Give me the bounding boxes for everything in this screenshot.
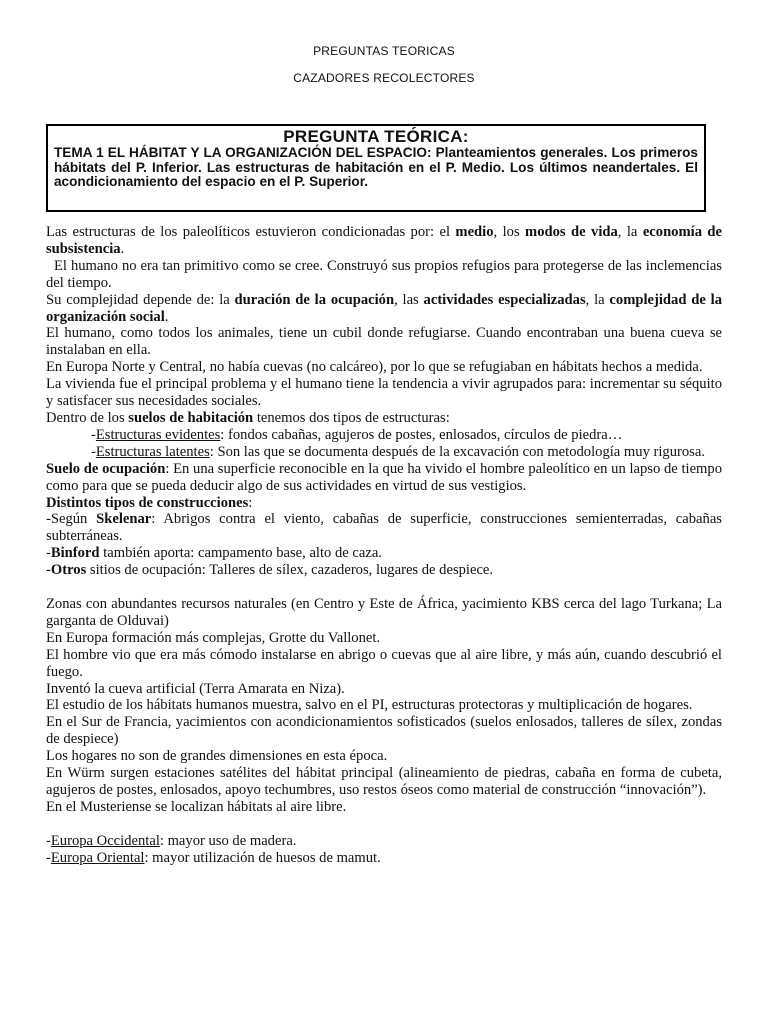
list-item xyxy=(46,511,722,545)
paragraph: En Europa formación más complejas, Grotte du Vallonet. xyxy=(46,629,381,646)
text: , las xyxy=(394,291,424,308)
bold-text: actividades especializadas xyxy=(423,291,586,308)
text: : mayor uso de madera. xyxy=(159,832,297,849)
paragraph: Zonas con abundantes recursos naturales (en Centro y Este de África, yacimiento KBS cerca del lago Turkana; La garganta de Olduvai) xyxy=(46,596,722,629)
header-line-2: CAZADORES RECOLECTORES xyxy=(293,71,475,85)
paragraph: La vivienda fue el principal problema y el humano tiene la tendencia a vivir agrupados para: incrementar su séquito y satisfacer sus necesidades sociales. xyxy=(46,376,722,410)
list-item xyxy=(46,444,722,461)
text: , la xyxy=(617,224,643,240)
bold-text: Suelo de ocupación xyxy=(46,460,166,477)
paragraph: El humano no era tan primitivo como se cree. Construyó sus propios refugios para protegerse de las inclemencias del tiempo. xyxy=(46,257,722,291)
list-item xyxy=(46,850,722,867)
paragraph: Inventó la cueva artificial (Terra Amarata en Niza). xyxy=(46,680,345,697)
text: - xyxy=(91,443,96,460)
bold-text: modos de vida xyxy=(525,224,618,240)
text: también aporta: campamento base, alto de caza. xyxy=(99,545,382,562)
text: - xyxy=(46,562,51,579)
text: sitios de ocupación: Talleres de sílex, cazaderos, lugares de despiece. xyxy=(86,562,494,579)
text: Dentro de los xyxy=(46,409,129,426)
bold-text: Skelenar xyxy=(96,511,152,528)
paragraph: El estudio de los hábitats humanos muestra, salvo en el PI, estructuras protectoras y multiplicación de hogares. xyxy=(46,697,693,714)
underlined-text: Europa Oriental xyxy=(50,849,145,866)
paragraph: El hombre vio que era más cómodo instalarse en abrigo o cuevas que al aire libre, y más aún, cuando descubrió el fuego. xyxy=(46,646,722,680)
text: tenemos dos tipos de estructuras: xyxy=(253,409,450,426)
bold-text: duración de la ocupación xyxy=(234,291,395,308)
question-box-text: TEMA 1 EL HÁBITAT Y LA ORGANIZACIÓN DEL ESPACIO: Planteamientos generales. Los primeros hábitats del P. Inferior. Las estructuras de habitación en el P. Medio. Los últimos neandertales. El acondicionamiento del espacio en el P. Superior. xyxy=(54,145,698,190)
bold-text: Otros xyxy=(50,562,87,579)
paragraph: En Würm surgen estaciones satélites del hábitat principal (alineamiento de piedras, cabaña en forma de cubeta, agujeros de postes, enlosados, apoyo techumbres, uso restos óseos como material de construcción “innovación”). xyxy=(46,765,722,798)
question-box-title: PREGUNTA TEÓRICA: xyxy=(283,127,469,146)
paragraph xyxy=(46,410,722,427)
bold-text: medio xyxy=(455,224,494,240)
underlined-text: Europa Occidental xyxy=(50,832,160,849)
text: : Son las que se documenta después de la excavación con metodología muy rigurosa. xyxy=(209,443,705,460)
list-item xyxy=(46,427,722,444)
text: , la xyxy=(585,291,610,308)
text: . xyxy=(120,240,125,257)
paragraph: El humano, como todos los animales, tiene un cubil donde refugiarse. Cuando encontraban una buena cueva se instalaban en ella. xyxy=(46,325,722,359)
question-box xyxy=(46,124,706,212)
underlined-text: Estructuras evidentes xyxy=(95,426,221,443)
text: - xyxy=(46,545,51,562)
paragraph xyxy=(46,292,722,326)
spacer xyxy=(46,579,722,596)
text: : xyxy=(248,494,253,511)
text: -Según xyxy=(46,511,97,528)
text: - xyxy=(46,832,51,849)
list-item xyxy=(46,545,722,562)
text: : En una superficie reconocible en la que ha vivido el hombre paleolítico en un lapso de tiempo como para que se pueda deducir algo de sus actividades en virtud de sus vestigios. xyxy=(46,460,722,494)
bold-text: economía de subsistencia xyxy=(46,224,722,257)
paragraph xyxy=(46,224,722,258)
list-item xyxy=(46,833,722,850)
paragraph xyxy=(46,461,722,495)
list-item xyxy=(46,562,722,579)
text: : fondos cabañas, agujeros de postes, enlosados, círculos de piedra… xyxy=(220,426,623,443)
paragraph: En el Sur de Francia, yacimientos con acondicionamientos sofisticados (suelos enlosados, talleres de sílex, zondas de despiece) xyxy=(46,714,722,748)
text: - xyxy=(91,426,96,443)
text: Las estructuras de los paleolíticos estuvieron condicionadas por: el xyxy=(46,224,456,240)
bold-text: Binford xyxy=(50,545,100,562)
bold-text: Distintos tipos de construcciones xyxy=(46,494,249,511)
bold-text: complejidad de la organización social xyxy=(46,291,722,325)
underlined-text: Estructuras latentes xyxy=(95,443,210,460)
header-line-1: PREGUNTAS TEORICAS xyxy=(313,44,455,58)
text: . xyxy=(164,308,169,325)
text: Su complejidad depende de: la xyxy=(46,291,235,308)
text: : mayor utilización de huesos de mamut. xyxy=(144,849,381,866)
text: - xyxy=(46,849,51,866)
text: , los xyxy=(493,224,526,240)
paragraph: En el Musteriense se localizan hábitats al aire libre. xyxy=(46,798,347,815)
paragraph: Los hogares no son de grandes dimensiones en esta época. xyxy=(46,748,388,765)
text: : Abrigos contra el viento, cabañas de superficie, construcciones semienterradas, cabañas subterráneas. xyxy=(46,511,722,545)
document-body xyxy=(46,224,722,867)
spacer xyxy=(46,816,722,833)
paragraph: En Europa Norte y Central, no había cuevas (no calcáreo), por lo que se refugiaban en hábitats hechos a medida. xyxy=(46,359,703,376)
bold-text: suelos de habitación xyxy=(128,409,254,426)
paragraph xyxy=(46,495,722,512)
